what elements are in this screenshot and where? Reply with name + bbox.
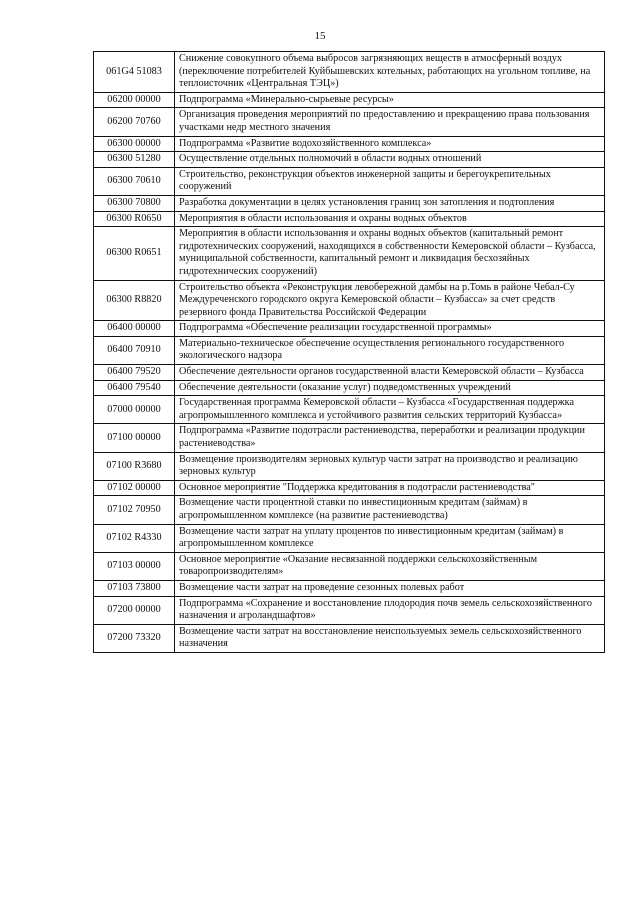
description-cell: Обеспечение деятельности (оказание услуг) подведомственных учреждений — [175, 380, 605, 396]
classification-code-cell: 06400 00000 — [94, 321, 175, 337]
classification-code-cell: 06400 79520 — [94, 365, 175, 381]
classification-code-cell: 07200 73320 — [94, 624, 175, 652]
classification-code-cell: 06200 00000 — [94, 92, 175, 108]
description-cell: Основное мероприятие «Оказание несвязанной поддержки сельскохозяйственным товаропроизводителям» — [175, 552, 605, 580]
description-cell: Возмещение части процентной ставки по инвестиционным кредитам (займам) в агропромышленном комплексе (на развитие растениеводства) — [175, 496, 605, 524]
table-row — [94, 195, 605, 211]
classification-code-cell: 06400 70910 — [94, 336, 175, 364]
classification-code-cell: 07103 73800 — [94, 580, 175, 596]
classification-code-cell: 07200 00000 — [94, 596, 175, 624]
classification-code-cell: 07102 70950 — [94, 496, 175, 524]
description-cell: Обеспечение деятельности органов государственной власти Кемеровской области – Кузбасса — [175, 365, 605, 381]
classification-code-cell: 07100 00000 — [94, 424, 175, 452]
classification-code-cell: 07000 00000 — [94, 396, 175, 424]
description-cell: Возмещение производителям зерновых культур части затрат на производство и реализацию зерновых культур — [175, 452, 605, 480]
description-cell: Подпрограмма «Сохранение и восстановление плодородия почв земель сельскохозяйственного назначения и агроландшафтов» — [175, 596, 605, 624]
classification-code-cell: 06300 R0651 — [94, 227, 175, 280]
table-row — [94, 596, 605, 624]
description-cell: Строительство, реконструкция объектов инженерной защиты и берегоукрепительных сооружений — [175, 167, 605, 195]
table-row — [94, 108, 605, 136]
classification-code-cell: 06200 70760 — [94, 108, 175, 136]
table-row — [94, 552, 605, 580]
classification-code-cell: 07102 R4330 — [94, 524, 175, 552]
description-cell: Осуществление отдельных полномочий в области водных отношений — [175, 152, 605, 168]
classification-code-cell: 061G4 51083 — [94, 52, 175, 93]
classification-code-cell: 07102 00000 — [94, 480, 175, 496]
table-row — [94, 92, 605, 108]
description-cell: Основное мероприятие "Поддержка кредитования в подотрасли растениеводства" — [175, 480, 605, 496]
description-cell: Подпрограмма «Развитие водохозяйственного комплекса» — [175, 136, 605, 152]
classification-code-cell: 07103 00000 — [94, 552, 175, 580]
table-row — [94, 380, 605, 396]
budget-code-table — [93, 51, 605, 653]
description-cell: Возмещение части затрат на проведение сезонных полевых работ — [175, 580, 605, 596]
table-row — [94, 580, 605, 596]
table-row — [94, 336, 605, 364]
table-row — [94, 227, 605, 280]
classification-code-cell: 06300 R0650 — [94, 211, 175, 227]
table-row — [94, 280, 605, 321]
table-row — [94, 480, 605, 496]
description-cell: Разработка документации в целях установления границ зон затопления и подтопления — [175, 195, 605, 211]
description-cell: Мероприятия в области использования и охраны водных объектов — [175, 211, 605, 227]
classification-code-cell: 06300 00000 — [94, 136, 175, 152]
table-row — [94, 167, 605, 195]
description-cell: Подпрограмма «Обеспечение реализации государственной программы» — [175, 321, 605, 337]
table-row — [94, 424, 605, 452]
description-cell: Государственная программа Кемеровской области – Кузбасса «Государственная поддержка агропромышленного комплекса и устойчивого развития сельских территорий Кузбасса» — [175, 396, 605, 424]
classification-code-cell: 06300 51280 — [94, 152, 175, 168]
classification-code-cell: 06300 R8820 — [94, 280, 175, 321]
table-row — [94, 396, 605, 424]
table-row — [94, 211, 605, 227]
description-cell: Подпрограмма «Развитие подотрасли растениеводства, переработки и реализации продукции растениеводства» — [175, 424, 605, 452]
budget-code-table-body — [94, 52, 605, 653]
table-row — [94, 136, 605, 152]
table-row — [94, 365, 605, 381]
table-row — [94, 152, 605, 168]
classification-code-cell: 07100 R3680 — [94, 452, 175, 480]
table-row — [94, 452, 605, 480]
description-cell: Строительство объекта «Реконструкция левобережной дамбы на р.Томь в районе Чебал-Су Междуреченского городского округа Кемеровской области – Кузбасса» за счет средств резервного фонда Правительства Российской Федерации — [175, 280, 605, 321]
table-row — [94, 524, 605, 552]
classification-code-cell: 06400 79540 — [94, 380, 175, 396]
table-row — [94, 496, 605, 524]
description-cell: Организация проведения мероприятий по предоставлению и прекращению права пользования участками недр местного значения — [175, 108, 605, 136]
description-cell: Мероприятия в области использования и охраны водных объектов (капитальный ремонт гидротехнических сооружений, находящихся в собственности Кемеровской области – Кузбасса, муниципальной собственности, капитальный ремонт и ликвидация бесхозяйных гидротехнических сооружений) — [175, 227, 605, 280]
description-cell: Возмещение части затрат на восстановление неиспользуемых земель сельскохозяйственного назначения — [175, 624, 605, 652]
classification-code-cell: 06300 70800 — [94, 195, 175, 211]
classification-code-cell: 06300 70610 — [94, 167, 175, 195]
table-row — [94, 321, 605, 337]
description-cell: Возмещение части затрат на уплату процентов по инвестиционным кредитам (займам) в агропромышленном комплексе — [175, 524, 605, 552]
table-row — [94, 52, 605, 93]
description-cell: Снижение совокупного объема выбросов загрязняющих веществ в атмосферный воздух (переключение потребителей Куйбышевских котельных, работающих на угольном топливе, на теплоисточник «Центральная ТЭЦ») — [175, 52, 605, 93]
table-row — [94, 624, 605, 652]
description-cell: Материально-техническое обеспечение осуществления регионального государственного экологического надзора — [175, 336, 605, 364]
page-number: 15 — [314, 30, 326, 42]
description-cell: Подпрограмма «Минерально-сырьевые ресурсы» — [175, 92, 605, 108]
